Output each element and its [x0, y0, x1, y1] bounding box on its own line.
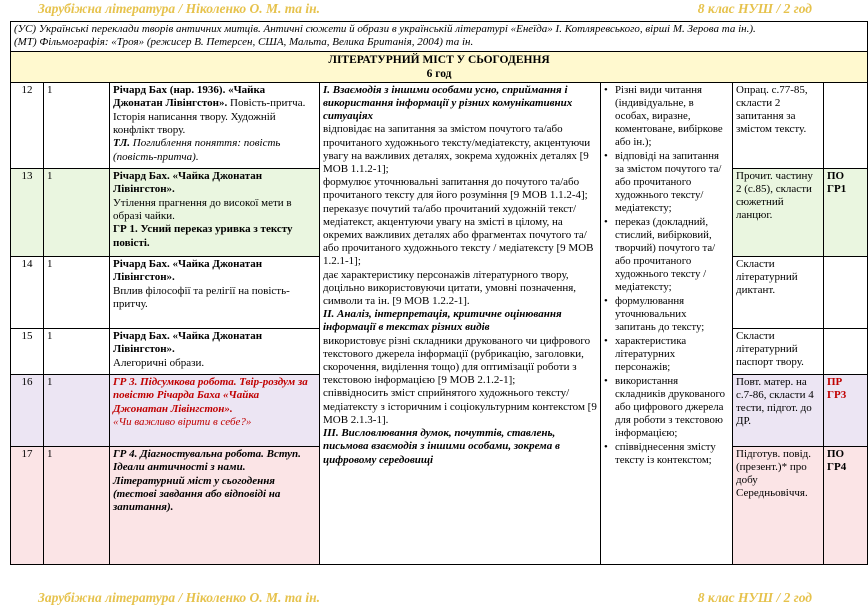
lesson-hours: 1	[44, 82, 110, 168]
section-title: ЛІТЕРАТУРНИЙ МІСТ У СЬОГОДЕННЯ	[328, 53, 550, 66]
lesson-hours: 1	[44, 168, 110, 256]
expected-item: відповідає на запитання за змістом почутого та/або прочитаного художнього тексту/медіатексту, акцентуючи увагу на важливих деталях, зокрема художніх деталях [9 МОВ 1.1.2-1];	[323, 123, 591, 176]
assessment-label	[824, 82, 868, 168]
activity-item: • відповіді на запитання за змістом почутого та/або прочитаного художнього тексту/медіатексту;	[613, 150, 729, 215]
section-header-cell	[11, 51, 868, 82]
page-footer	[0, 590, 868, 606]
topic-text: Повість-притча. Історія написання твору. Художній конфлікт твору.	[113, 97, 306, 137]
header-right-text: 8 клас НУШ / 2 год	[697, 1, 812, 16]
section-header-row	[11, 51, 868, 82]
lesson-number: 12	[11, 82, 44, 168]
footer-left-text: Зарубіжна література / Ніколенко О. М. та ін.	[38, 590, 320, 605]
topic-title: Річард Бах (нар. 1936). «Чайка Джонатан Лівінгстон».	[113, 83, 266, 110]
expected-item: переказує почутий та/або прочитаний художній текст/медіатекст, акцентуючи увагу на змісті в цілому, на окремих важливих деталях або фрагментах почутого та/або прочитаного художнього тексту / медіатексту [9 МОВ 1.2.1-1];	[323, 202, 594, 268]
homework: Скласти літературний диктант.	[733, 256, 824, 328]
activity-item: • формулювання уточнювальних запитань до тексту;	[613, 295, 729, 334]
activity-item: • переказ (докладний, стислий, вибірковий, творчий) почутого та/або прочитаного художнього тексту / медіатексту;	[613, 216, 729, 294]
expected-heading-1: І. Взаємодія з іншими особами усно, сприймання і використання інформації у різних комунікативних ситуаціях	[323, 83, 573, 123]
lesson-topic	[110, 328, 320, 374]
lesson-topic	[110, 446, 320, 564]
assessment-label: ПО ГР4	[824, 446, 868, 564]
lesson-hours: 1	[44, 256, 110, 328]
expected-heading-3: ІІІ. Висловлювання думок, почуттів, ставлень, письмова взаємодія з іншими особами, зокрема в цифровому середовищі	[323, 427, 560, 466]
expected-item: формулює уточнювальні запитання до почутого та/або прочитаного тексту для його розуміння [9 МОВ 1.1.2-4];	[323, 176, 588, 202]
lesson-topic	[110, 374, 320, 446]
homework: Прочит. частину 2 (с.85), скласти сюжетний ланцюг.	[733, 168, 824, 256]
activity-item: • характеристика літературних персонажів;	[613, 335, 729, 374]
topic-title: Річард Бах. «Чайка Джонатан Лівінгстон».	[113, 329, 263, 356]
activity-item: • співвіднесення змісту тексту із контекстом;	[613, 441, 729, 467]
activity-item: • Різні види читання (індивідуальне, в особах, виразне, коментоване, вибіркове або ін.);	[613, 84, 729, 149]
expected-item: співвідносить зміст сприйнятого художнього тексту/медіатексту з історичним і соціокультурним контекстом [9 МОВ 2.1.3-1].	[323, 387, 597, 426]
topic-essay-question: «Чи важливо вірити в себе?»	[113, 416, 252, 429]
section-hours: 6 год	[426, 67, 452, 80]
lesson-number: 16	[11, 374, 44, 446]
activity-item: • використання складників друкованого або цифрового джерела для роботи з текстовою інформацією;	[613, 375, 729, 440]
lesson-number: 14	[11, 256, 44, 328]
lesson-topic	[110, 82, 320, 168]
header-left-text: Зарубіжна література / Ніколенко О. М. та ін.	[38, 1, 320, 16]
expected-item: дає характеристику персонажів літературного твору, доцільно використовуючи цитати, умовні позначення, символи та ін. [9 МОВ 1.2.2-1].	[323, 268, 577, 308]
activities-cell	[601, 82, 733, 564]
expected-item: використовує різні складники друкованого чи цифрового текстового джерела інформації (рубрикацію, заголовки, скорочення, виділення тощо) для оптимізації роботи з текстовою інформацією [9 МОВ 2.1.2-1];	[323, 334, 591, 387]
topic-final-work: ГР 3. Підсумкова робота. Твір-роздум за повістю Річарда Баха «Чайка Джонатан Лівінгстон».	[113, 375, 308, 415]
footer-right-text: 8 клас НУШ / 2 год	[697, 590, 812, 605]
lesson-number: 15	[11, 328, 44, 374]
lesson-row-12	[11, 82, 868, 168]
intro-row	[11, 22, 868, 52]
topic-title: Річард Бах. «Чайка Джонатан Лівінгстон».	[113, 257, 263, 284]
page-header	[0, 1, 868, 17]
homework: Опрац. с.77-85, скласти 2 запитання за змістом тексту.	[733, 82, 824, 168]
lesson-hours: 1	[44, 374, 110, 446]
homework: Підготув. повід. (презент.)* про добу Середньовіччя.	[733, 446, 824, 564]
topic-text: Алегоричні образи.	[113, 356, 205, 369]
assessment-label: ПО ГР1	[824, 168, 868, 256]
lesson-hours: 1	[44, 328, 110, 374]
lesson-topic	[110, 168, 320, 256]
topic-diagnostic-work: ГР 4. Діагностувальна робота. Вступ. Ідеали античності з нами. Літературний міст у сьогодення (тестові завдання або відповіді на запитання).	[113, 447, 301, 514]
assessment-label	[824, 256, 868, 328]
topic-text: Утілення прагнення до високої мети в образі чайки.	[113, 196, 292, 223]
lesson-topic	[110, 256, 320, 328]
intro-line-us: (УС) Українські переклади творів античних митців. Античні сюжети й образи в українській літературі «Енеїда» І. Котляревського, вірші М. Зерова та ін.).	[14, 23, 756, 35]
assessment-label: ПР ГР3	[824, 374, 868, 446]
lesson-number: 17	[11, 446, 44, 564]
topic-text: Вплив філософії та релігії на повість-притчу.	[113, 284, 290, 311]
lesson-hours: 1	[44, 446, 110, 564]
assessment-label	[824, 328, 868, 374]
expected-heading-2: ІІ. Аналіз, інтерпретація, критичне оцінювання інформації в текстах різних видів	[323, 308, 562, 334]
lesson-number: 13	[11, 168, 44, 256]
homework: Повт. матер. на с.7-86, скласти 4 тести, підгот. до ДР.	[733, 374, 824, 446]
topic-tl-text: Поглиблення поняття: повість (повість-притча).	[113, 137, 281, 163]
homework: Скласти літературний паспорт твору.	[733, 328, 824, 374]
topic-title: Річард Бах. «Чайка Джонатан Лівінгстон».	[113, 169, 263, 196]
topic-tl-label: ТЛ.	[113, 137, 131, 150]
expected-results-cell	[320, 82, 601, 564]
topic-group-task: ГР 1. Усний переказ уривка з тексту повісті.	[113, 223, 293, 249]
intro-line-mt: (МТ) Фільмографія: «Троя» (режисер В. Петерсен, США, Мальта, Велика Британія, 2004) та ін.	[14, 36, 474, 49]
activities-list	[604, 84, 729, 467]
lesson-plan-table	[10, 21, 868, 565]
intro-cell	[11, 22, 868, 52]
